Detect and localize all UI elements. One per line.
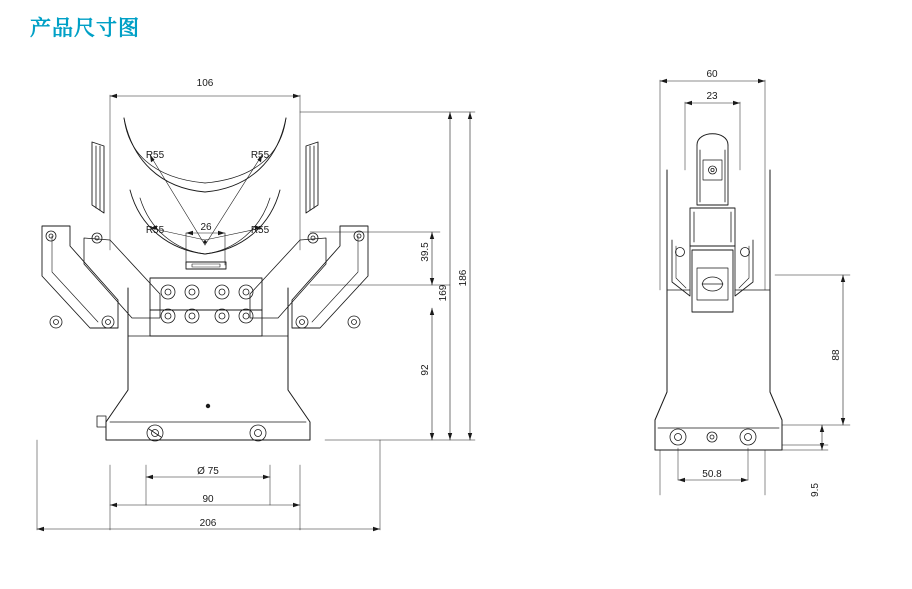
dim-169: 169 [438,284,449,302]
dim-r55-bottom-right: R55 [250,225,270,236]
dim-88: 88 [831,349,842,361]
dim-92: 92 [420,364,431,376]
dim-50-8: 50.8 [702,469,722,480]
dim-23: 23 [706,91,718,102]
dim-phi-75: Ø 75 [197,466,219,477]
dim-r55-bottom-left: R55 [145,225,165,236]
dim-106: 106 [196,78,214,89]
dim-r55-top-right: R55 [250,150,270,161]
dimension-drawing [0,50,912,589]
drawing-svg [0,50,912,589]
dim-r55-top-left: R55 [145,150,165,161]
dim-206: 206 [199,518,217,529]
dim-60: 60 [706,69,718,80]
dim-9-5: 9.5 [810,483,821,497]
page-title: 产品尺寸图 [30,17,140,40]
dim-90: 90 [202,494,214,505]
dim-186: 186 [458,269,469,287]
dim-39-5: 39.5 [420,242,431,262]
dim-26: 26 [200,222,212,233]
